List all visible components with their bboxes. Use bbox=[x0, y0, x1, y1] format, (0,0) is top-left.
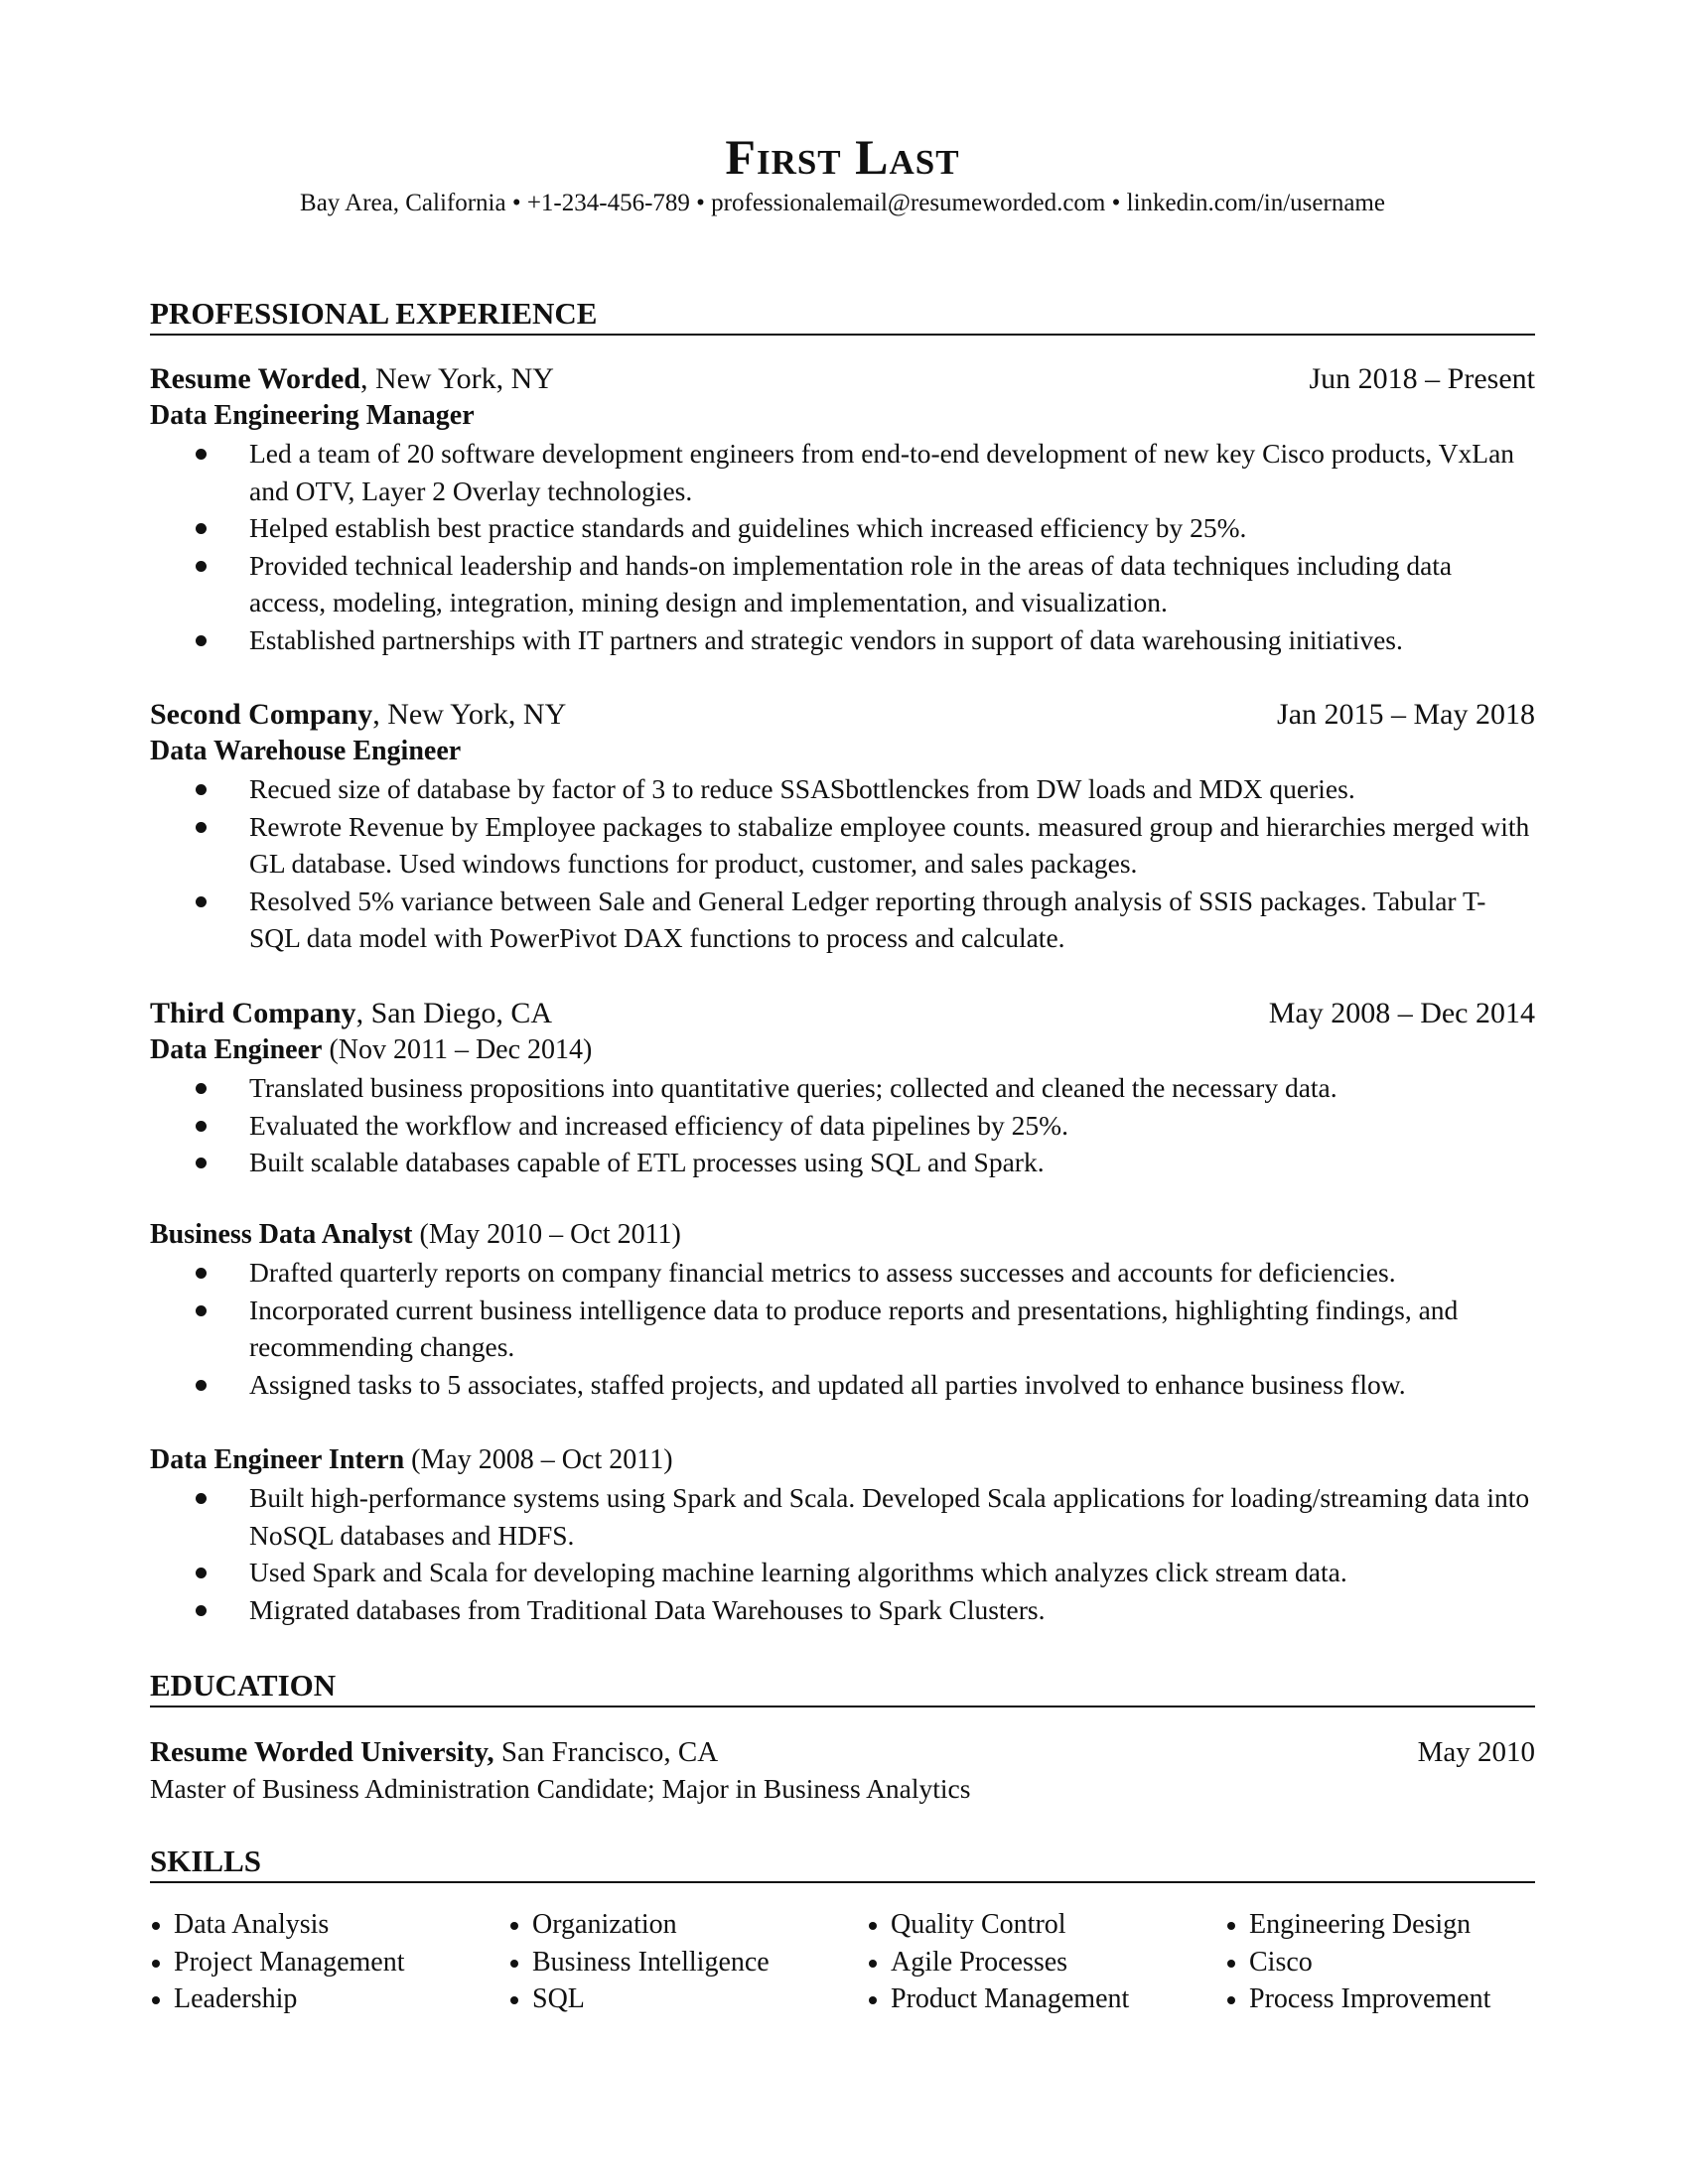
bullet-icon bbox=[196, 1158, 207, 1168]
list-item bbox=[150, 1366, 1535, 1404]
list-item bbox=[150, 770, 1535, 808]
school-location: San Francisco, CA bbox=[493, 1736, 719, 1768]
role-period: (May 2010 – Oct 2011) bbox=[412, 1219, 681, 1250]
role-title: Business Data Analyst bbox=[150, 1219, 413, 1250]
job-bullets bbox=[150, 770, 1535, 957]
job-employer bbox=[150, 995, 552, 1032]
bullet-icon bbox=[1227, 1996, 1235, 2004]
job-role bbox=[150, 1217, 681, 1253]
bullet-icon bbox=[196, 1605, 207, 1616]
bullet-icon bbox=[196, 561, 207, 572]
skill-label: Data Analysis bbox=[174, 1909, 330, 1940]
role-period: (May 2008 – Oct 2011) bbox=[404, 1444, 673, 1475]
bullet-icon bbox=[196, 523, 207, 534]
candidate-name: First Last bbox=[725, 129, 960, 185]
skill-label: Cisco bbox=[1249, 1946, 1313, 1978]
bullet-text: Evaluated the workflow and increased efficiency of data pipelines by 25%. bbox=[249, 1109, 1068, 1141]
bullet-text: Helped establish best practice standards and guidelines which increased efficiency by 25%. bbox=[249, 512, 1247, 544]
bullet-text: Drafted quarterly reports on company financial metrics to assess successes and accounts for deficiencies. bbox=[249, 1257, 1396, 1288]
company-location: , New York, NY bbox=[359, 362, 554, 395]
section-heading-experience: PROFESSIONAL EXPERIENCE bbox=[150, 295, 1535, 336]
role-title: Data Engineer Intern bbox=[150, 1444, 405, 1475]
school-line bbox=[150, 1736, 718, 1768]
skill-item bbox=[867, 1944, 1225, 1981]
bullet-icon bbox=[196, 1568, 207, 1578]
skill-item bbox=[150, 1944, 508, 1981]
list-item bbox=[150, 1292, 1535, 1366]
bullet-text: Translated business propositions into quantitative queries; collected and cleaned the necessary data. bbox=[249, 1072, 1337, 1103]
skill-label: Agile Processes bbox=[891, 1946, 1068, 1978]
list-item bbox=[150, 1107, 1535, 1145]
company-name: Resume Worded bbox=[150, 362, 360, 395]
bullet-text: Provided technical leadership and hands-on implementation role in the areas of data techniques including data access, modeling, integration, mining design and implementation, and visualization. bbox=[249, 549, 1453, 618]
company-name: Second Company bbox=[150, 698, 373, 731]
job-role bbox=[150, 1032, 592, 1068]
bullet-text: Built scalable databases capable of ETL processes using SQL and Spark. bbox=[249, 1147, 1045, 1178]
company-location: , New York, NY bbox=[372, 698, 567, 731]
skill-label: Engineering Design bbox=[1249, 1909, 1472, 1940]
job-dates: May 2008 – Dec 2014 bbox=[1268, 997, 1535, 1029]
list-item bbox=[150, 509, 1535, 547]
bullet-text: Assigned tasks to 5 associates, staffed projects, and updated all parties involved to enhance business flow. bbox=[249, 1368, 1406, 1400]
job-role bbox=[150, 1442, 673, 1478]
skill-label: Project Management bbox=[174, 1946, 405, 1978]
job-title: Data Warehouse Engineer bbox=[150, 736, 462, 766]
job-bullets bbox=[150, 1479, 1535, 1628]
skill-label: SQL bbox=[532, 1983, 585, 2015]
list-item bbox=[150, 1069, 1535, 1107]
skill-item bbox=[1225, 1944, 1535, 1981]
job-bullets bbox=[150, 435, 1535, 659]
bullet-text: Migrated databases from Traditional Data Warehouses to Spark Clusters. bbox=[249, 1593, 1046, 1625]
skills-grid bbox=[150, 1906, 1535, 2018]
bullet-text: Recued size of database by factor of 3 to reduce SSASbottlenckes from DW loads and MDX queries. bbox=[249, 773, 1355, 804]
role-title: Data Engineer bbox=[150, 1034, 323, 1065]
job-dates: Jan 2015 – May 2018 bbox=[1277, 698, 1535, 731]
list-item bbox=[150, 621, 1535, 659]
list-item bbox=[150, 1479, 1535, 1554]
list-item bbox=[150, 1591, 1535, 1629]
section-heading-education: EDUCATION bbox=[150, 1667, 1535, 1707]
list-item bbox=[150, 1254, 1535, 1292]
role-period: (Nov 2011 – Dec 2014) bbox=[322, 1034, 593, 1065]
job-title: Data Engineering Manager bbox=[150, 400, 475, 431]
skill-item bbox=[150, 1980, 508, 2018]
bullet-text: Used Spark and Scala for developing machine learning algorithms which analyzes click stream data. bbox=[249, 1557, 1347, 1588]
bullet-icon bbox=[196, 1493, 207, 1504]
bullet-icon bbox=[510, 1960, 518, 1968]
bullet-icon bbox=[1227, 1960, 1235, 1968]
skill-item bbox=[508, 1980, 867, 2018]
bullet-text: Incorporated current business intelligence data to produce reports and presentations, highlighting findings, and recommending changes. bbox=[249, 1294, 1459, 1363]
bullet-text: Led a team of 20 software development engineers from end-to-end development of new key Cisco products, VxLan and OTV, Layer 2 Overlay technologies. bbox=[249, 438, 1515, 506]
bullet-icon bbox=[196, 822, 207, 833]
skill-item bbox=[867, 1906, 1225, 1944]
skill-item bbox=[150, 1906, 508, 1944]
bullet-icon bbox=[196, 449, 207, 460]
section-heading-skills: SKILLS bbox=[150, 1843, 1535, 1883]
bullet-icon bbox=[510, 1996, 518, 2004]
skill-label: Process Improvement bbox=[1249, 1983, 1491, 2015]
contact-line: Bay Area, California • +1-234-456-789 • professionalemail@resumeworded.com • linkedin.com/in/username bbox=[300, 190, 1385, 216]
bullet-icon bbox=[196, 896, 207, 907]
skill-item bbox=[867, 1980, 1225, 2018]
school-name: Resume Worded University, bbox=[150, 1736, 494, 1768]
bullet-icon bbox=[152, 1996, 160, 2004]
job-dates: Jun 2018 – Present bbox=[1309, 362, 1535, 395]
job-bullets bbox=[150, 1254, 1535, 1403]
bullet-icon bbox=[196, 1121, 207, 1132]
bullet-icon bbox=[510, 1922, 518, 1930]
bullet-icon bbox=[196, 1380, 207, 1391]
list-item bbox=[150, 1144, 1535, 1181]
skill-label: Product Management bbox=[891, 1983, 1130, 2015]
list-item bbox=[150, 547, 1535, 621]
list-item bbox=[150, 435, 1535, 509]
bullet-icon bbox=[196, 784, 207, 795]
skill-item bbox=[1225, 1906, 1535, 1944]
skill-label: Leadership bbox=[174, 1983, 298, 2015]
bullet-icon bbox=[869, 1922, 877, 1930]
skill-item bbox=[508, 1906, 867, 1944]
bullet-text: Rewrote Revenue by Employee packages to stabalize employee counts. measured group and hierarchies merged with GL database. Used windows functions for product, customer, and sales packages. bbox=[249, 810, 1530, 880]
company-location: , San Diego, CA bbox=[355, 997, 553, 1029]
skill-item bbox=[508, 1944, 867, 1981]
skill-item bbox=[1225, 1980, 1535, 2018]
bullet-icon bbox=[196, 1268, 207, 1279]
company-name: Third Company bbox=[150, 997, 356, 1029]
job-employer bbox=[150, 696, 566, 734]
skill-label: Organization bbox=[532, 1909, 677, 1940]
education-date: May 2010 bbox=[1417, 1736, 1535, 1768]
bullet-icon bbox=[196, 635, 207, 646]
bullet-icon bbox=[1227, 1922, 1235, 1930]
degree-text: Master of Business Administration Candidate; Major in Business Analytics bbox=[150, 1773, 971, 1804]
bullet-icon bbox=[196, 1305, 207, 1316]
bullet-text: Resolved 5% variance between Sale and General Ledger reporting through analysis of SSIS packages. Tabular T-SQL data model with PowerPivot DAX functions to process and calculate. bbox=[249, 885, 1486, 954]
bullet-text: Built high-performance systems using Spark and Scala. Developed Scala applications for loading/streaming data into NoSQL databases and HDFS. bbox=[249, 1482, 1530, 1551]
bullet-icon bbox=[196, 1083, 207, 1094]
skill-label: Business Intelligence bbox=[532, 1946, 770, 1978]
list-item bbox=[150, 1554, 1535, 1591]
list-item bbox=[150, 808, 1535, 883]
education-header bbox=[150, 1733, 1535, 1771]
bullet-icon bbox=[869, 1960, 877, 1968]
bullet-icon bbox=[152, 1960, 160, 1968]
bullet-icon bbox=[869, 1996, 877, 2004]
bullet-icon bbox=[152, 1922, 160, 1930]
list-item bbox=[150, 883, 1535, 957]
job-bullets bbox=[150, 1069, 1535, 1181]
job-employer bbox=[150, 360, 554, 398]
skill-label: Quality Control bbox=[891, 1909, 1066, 1940]
bullet-text: Established partnerships with IT partners and strategic vendors in support of data warehousing initiatives. bbox=[249, 623, 1403, 655]
